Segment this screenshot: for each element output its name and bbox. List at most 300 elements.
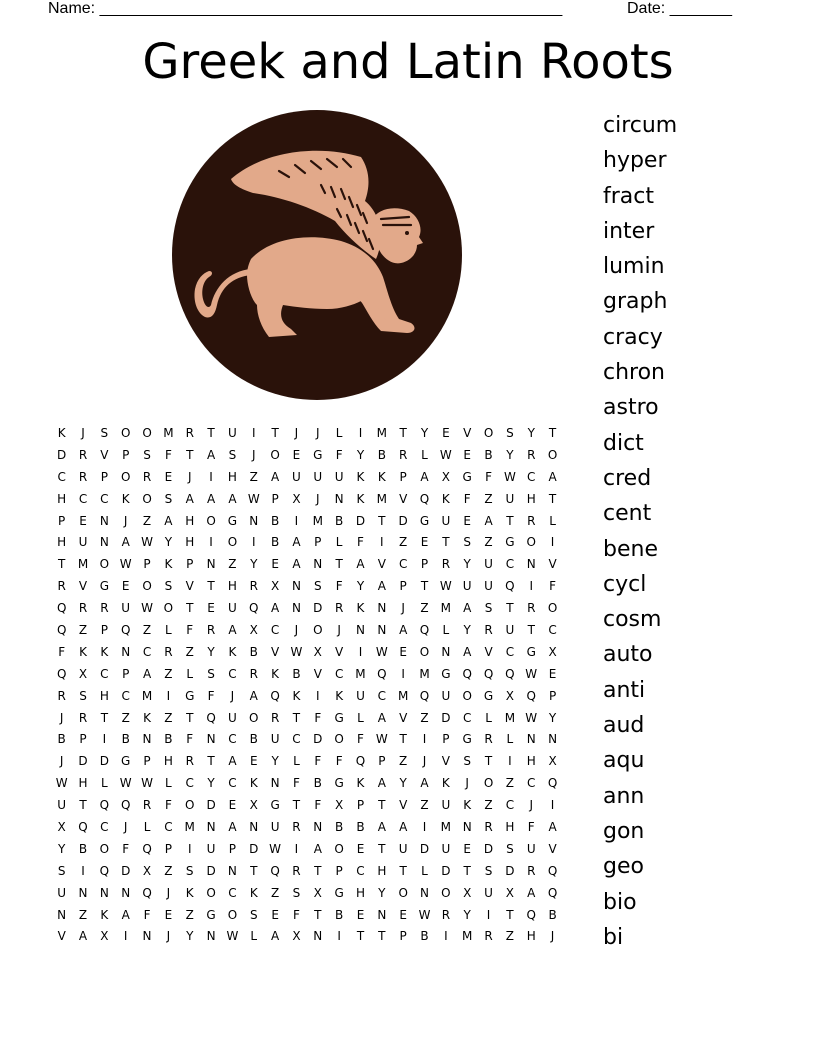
grid-letter: U: [441, 798, 451, 813]
grid-letter: Q: [142, 885, 152, 900]
grid-letter: F: [335, 754, 343, 769]
grid-letter: M: [397, 688, 409, 703]
grid-letter: O: [249, 710, 259, 725]
grid-letter: N: [249, 513, 259, 528]
grid-letter: R: [399, 447, 408, 462]
grid-letter: F: [293, 776, 300, 791]
grid-letter: A: [206, 447, 216, 462]
grid-letter: C: [505, 798, 515, 813]
grid-letter: N: [57, 907, 67, 922]
grid-row: [51, 860, 563, 882]
grid-row: [51, 619, 563, 641]
grid-letter: O: [142, 579, 152, 594]
grid-letter: W: [503, 469, 516, 484]
grid-letter: T: [314, 907, 322, 922]
grid-letter: M: [184, 819, 195, 834]
grid-letter: J: [529, 798, 533, 813]
grid-letter: Z: [420, 798, 429, 813]
grid-letter: A: [271, 601, 280, 616]
grid-letter: C: [292, 732, 301, 747]
word-list-item: cracy: [603, 324, 663, 350]
grid-letter: Y: [250, 557, 258, 572]
grid-letter: K: [100, 907, 109, 922]
grid-letter: O: [142, 425, 152, 440]
grid-letter: W: [141, 535, 153, 550]
grid-letter: X: [292, 929, 301, 944]
grid-letter: R: [185, 754, 194, 769]
grid-letter: Z: [484, 535, 493, 550]
grid-letter: N: [291, 579, 301, 594]
grid-letter: K: [356, 469, 365, 484]
grid-letter: U: [441, 688, 451, 703]
grid-letter: E: [271, 557, 279, 572]
grid-letter: D: [313, 601, 323, 616]
grid-letter: N: [462, 819, 472, 834]
grid-row: [51, 882, 563, 904]
grid-letter: G: [121, 754, 131, 769]
grid-letter: T: [314, 863, 322, 878]
grid-letter: P: [122, 447, 130, 462]
grid-letter: O: [313, 622, 323, 637]
grid-letter: K: [249, 885, 258, 900]
grid-letter: P: [442, 732, 450, 747]
grid-letter: I: [337, 929, 341, 944]
grid-letter: R: [249, 579, 258, 594]
grid-letter: S: [228, 447, 237, 462]
grid-letter: Z: [142, 622, 152, 637]
grid-row: [51, 925, 563, 947]
grid-letter: T: [378, 841, 386, 856]
grid-letter: L: [485, 710, 492, 725]
grid-letter: C: [527, 469, 536, 484]
grid-letter: Q: [419, 491, 430, 506]
grid-letter: A: [121, 907, 130, 922]
word-list-item: fract: [603, 183, 654, 209]
grid-letter: A: [271, 929, 280, 944]
grid-letter: E: [399, 644, 407, 659]
word-list-item: aud: [603, 713, 645, 739]
grid-letter: E: [164, 907, 173, 922]
grid-letter: Q: [99, 798, 110, 813]
grid-letter: T: [186, 447, 194, 462]
grid-letter: O: [483, 425, 494, 440]
grid-letter: S: [79, 688, 87, 703]
grid-row: [51, 553, 563, 575]
grid-letter: L: [165, 776, 172, 791]
grid-letter: J: [187, 469, 192, 484]
grid-letter: P: [100, 469, 108, 484]
grid-letter: A: [78, 929, 88, 944]
grid-letter: B: [335, 907, 344, 922]
word-list-item: cred: [603, 465, 652, 491]
word-list: [603, 112, 677, 959]
grid-letter: T: [399, 863, 407, 878]
grid-letter: U: [356, 688, 365, 703]
grid-letter: B: [292, 666, 301, 681]
grid-letter: R: [270, 710, 280, 725]
grid-letter: B: [420, 929, 429, 944]
grid-letter: T: [207, 754, 215, 769]
grid-letter: F: [58, 644, 66, 659]
grid-letter: J: [294, 425, 299, 440]
grid-letter: O: [206, 513, 216, 528]
grid-letter: U: [292, 469, 301, 484]
grid-letter: Z: [484, 798, 493, 813]
grid-letter: Q: [120, 622, 131, 637]
grid-letter: T: [335, 557, 343, 572]
grid-letter: G: [313, 447, 323, 462]
grid-letter: H: [526, 491, 536, 506]
grid-letter: U: [484, 885, 493, 900]
grid-letter: F: [122, 841, 130, 856]
grid-letter: S: [484, 601, 493, 616]
grid-letter: P: [100, 622, 108, 637]
grid-letter: C: [377, 688, 387, 703]
grid-letter: J: [294, 622, 299, 637]
grid-letter: O: [142, 491, 152, 506]
grid-letter: D: [398, 513, 408, 528]
grid-letter: N: [334, 491, 344, 506]
grid-letter: A: [377, 579, 386, 594]
grid-letter: N: [227, 863, 237, 878]
grid-letter: Q: [462, 666, 472, 681]
grid-letter: S: [463, 754, 472, 769]
grid-letter: O: [120, 469, 131, 484]
grid-letter: X: [505, 688, 514, 703]
grid-letter: S: [313, 579, 322, 594]
word-list-item: bio: [603, 889, 637, 915]
grid-letter: S: [506, 425, 514, 440]
grid-letter: H: [163, 754, 173, 769]
grid-letter: X: [292, 491, 301, 506]
grid-letter: R: [292, 819, 301, 834]
word-list-item: cosm: [603, 607, 662, 633]
grid-letter: G: [462, 732, 472, 747]
grid-letter: P: [399, 929, 407, 944]
grid-letter: U: [270, 732, 280, 747]
grid-letter: U: [121, 601, 131, 616]
grid-letter: X: [463, 885, 472, 900]
grid-letter: V: [78, 579, 88, 594]
grid-letter: F: [357, 535, 364, 550]
grid-letter: F: [314, 710, 322, 725]
grid-letter: N: [441, 644, 451, 659]
grid-letter: V: [399, 491, 408, 506]
grid-letter: G: [462, 469, 472, 484]
word-list-item: bene: [603, 536, 658, 562]
grid-letter: P: [228, 841, 237, 856]
grid-letter: Z: [164, 863, 173, 878]
grid-letter: I: [380, 535, 384, 550]
grid-letter: Z: [142, 513, 152, 528]
grid-letter: P: [314, 535, 322, 550]
grid-row: [51, 466, 563, 488]
grid-letter: N: [270, 776, 280, 791]
grid-letter: N: [355, 622, 365, 637]
grid-letter: R: [164, 644, 173, 659]
grid-letter: K: [164, 557, 173, 572]
grid-letter: A: [463, 601, 472, 616]
grid-letter: C: [142, 644, 152, 659]
grid-letter: H: [526, 754, 536, 769]
grid-letter: A: [356, 557, 365, 572]
grid-letter: X: [313, 885, 322, 900]
grid-letter: N: [206, 557, 216, 572]
grid-letter: B: [249, 644, 258, 659]
grid-letter: E: [548, 666, 557, 681]
word-list-item: dict: [603, 430, 644, 456]
grid-letter: H: [227, 469, 237, 484]
grid-letter: Q: [419, 688, 430, 703]
grid-row: [51, 904, 563, 926]
grid-letter: W: [525, 710, 538, 725]
grid-letter: N: [206, 732, 216, 747]
grid-letter: U: [78, 535, 88, 550]
grid-letter: G: [419, 513, 430, 528]
grid-letter: Z: [505, 929, 514, 944]
grid-letter: Y: [420, 425, 429, 440]
grid-letter: Q: [505, 666, 515, 681]
grid-letter: Q: [56, 666, 67, 681]
grid-letter: C: [505, 644, 515, 659]
grid-letter: B: [78, 841, 88, 856]
grid-letter: Y: [463, 622, 471, 637]
grid-letter: X: [313, 644, 322, 659]
grid-letter: A: [206, 491, 216, 506]
grid-letter: N: [313, 819, 323, 834]
grid-letter: W: [247, 491, 260, 506]
grid-letter: Y: [378, 885, 386, 900]
grid-letter: C: [100, 819, 109, 834]
grid-letter: L: [143, 819, 151, 834]
grid-letter: J: [81, 425, 85, 440]
grid-letter: K: [143, 710, 151, 725]
grid-letter: I: [209, 469, 213, 484]
grid-letter: V: [548, 841, 557, 856]
grid-letter: P: [79, 732, 87, 747]
grid-letter: U: [505, 491, 515, 506]
grid-letter: R: [527, 513, 536, 528]
grid-letter: T: [250, 863, 258, 878]
grid-letter: R: [142, 469, 152, 484]
grid-letter: R: [484, 929, 493, 944]
grid-letter: Q: [99, 863, 110, 878]
grid-letter: Q: [547, 863, 558, 878]
grid-letter: S: [292, 885, 301, 900]
grid-letter: G: [185, 688, 195, 703]
grid-letter: T: [186, 601, 194, 616]
grid-letter: V: [57, 929, 66, 944]
grid-letter: J: [166, 885, 171, 900]
grid-letter: G: [99, 579, 110, 594]
grid-letter: N: [313, 557, 323, 572]
word-list-item: auto: [603, 642, 653, 668]
grid-letter: R: [441, 557, 451, 572]
grid-letter: A: [377, 819, 386, 834]
grid-letter: O: [99, 841, 110, 856]
grid-letter: W: [375, 644, 388, 659]
grid-letter: G: [441, 666, 451, 681]
grid-letter: A: [164, 513, 173, 528]
grid-letter: O: [462, 688, 472, 703]
grid-letter: K: [377, 469, 386, 484]
grid-letter: R: [484, 622, 493, 637]
grid-letter: Y: [207, 644, 215, 659]
grid-letter: Y: [463, 907, 471, 922]
grid-letter: M: [376, 491, 387, 506]
grid-letter: N: [526, 557, 536, 572]
grid-letter: A: [142, 666, 152, 681]
grid-letter: X: [335, 798, 344, 813]
grid-letter: S: [100, 425, 109, 440]
grid-letter: L: [101, 776, 108, 791]
grid-letter: J: [337, 622, 341, 637]
grid-letter: F: [186, 622, 194, 637]
grid-letter: G: [206, 907, 216, 922]
grid-letter: O: [270, 447, 280, 462]
grid-letter: W: [290, 644, 303, 659]
grid-letter: I: [209, 535, 213, 550]
grid-letter: G: [334, 776, 344, 791]
grid-letter: X: [441, 469, 450, 484]
grid-letter: S: [249, 907, 258, 922]
grid-letter: C: [270, 622, 280, 637]
grid-letter: T: [506, 907, 514, 922]
word-list-item: inter: [603, 218, 655, 244]
grid-letter: H: [355, 885, 365, 900]
grid-letter: A: [121, 535, 130, 550]
grid-letter: O: [185, 798, 195, 813]
grid-row: [51, 816, 563, 838]
grid-letter: U: [462, 579, 472, 594]
grid-letter: X: [548, 754, 557, 769]
grid-letter: R: [527, 601, 536, 616]
grid-letter: R: [527, 447, 536, 462]
grid-letter: H: [185, 535, 195, 550]
grid-letter: Z: [78, 622, 88, 637]
grid-letter: H: [57, 491, 67, 506]
grid-letter: C: [505, 557, 515, 572]
grid-letter: N: [99, 535, 109, 550]
grid-letter: N: [99, 513, 109, 528]
grid-letter: T: [463, 863, 471, 878]
grid-letter: T: [506, 513, 514, 528]
grid-letter: N: [526, 732, 536, 747]
grid-letter: E: [463, 447, 471, 462]
grid-letter: V: [377, 557, 386, 572]
grid-letter: Q: [142, 841, 152, 856]
grid-letter: K: [228, 644, 237, 659]
grid-letter: C: [548, 622, 557, 637]
grid-letter: G: [270, 798, 280, 813]
grid-letter: X: [548, 644, 557, 659]
grid-letter: Y: [527, 425, 535, 440]
grid-letter: X: [78, 666, 88, 681]
grid-letter: F: [314, 798, 322, 813]
grid-letter: I: [81, 863, 85, 878]
grid-row: [51, 838, 563, 860]
grid-letter: A: [313, 841, 322, 856]
grid-letter: N: [78, 885, 88, 900]
page-title: Greek and Latin Roots: [142, 34, 674, 90]
grid-letter: O: [120, 425, 131, 440]
grid-letter: P: [58, 513, 66, 528]
grid-letter: R: [57, 579, 66, 594]
grid-letter: T: [292, 798, 301, 813]
grid-letter: T: [292, 710, 301, 725]
grid-letter: F: [143, 907, 151, 922]
grid-letter: H: [377, 863, 387, 878]
grid-letter: D: [78, 754, 88, 769]
grid-letter: Z: [185, 644, 194, 659]
grid-letter: R: [100, 601, 109, 616]
grid-letter: Q: [270, 863, 280, 878]
grid-letter: I: [294, 513, 299, 528]
grid-letter: I: [529, 579, 533, 594]
grid-letter: Z: [164, 666, 173, 681]
word-search-grid: [51, 422, 563, 947]
grid-letter: T: [399, 425, 407, 440]
grid-letter: P: [271, 491, 279, 506]
grid-letter: S: [164, 579, 173, 594]
grid-letter: M: [77, 557, 89, 572]
grid-letter: T: [378, 929, 386, 944]
grid-letter: Y: [207, 776, 215, 791]
grid-letter: N: [377, 622, 387, 637]
grid-letter: Y: [506, 447, 514, 462]
grid-letter: V: [484, 644, 493, 659]
grid-letter: Z: [228, 557, 237, 572]
grid-letter: J: [422, 754, 427, 769]
grid-letter: B: [356, 819, 365, 834]
grid-letter: G: [334, 885, 344, 900]
grid-letter: A: [271, 469, 280, 484]
grid-row: [51, 685, 563, 707]
grid-letter: B: [548, 907, 557, 922]
grid-letter: Q: [377, 666, 387, 681]
grid-letter: I: [444, 929, 448, 944]
grid-letter: C: [228, 885, 237, 900]
grid-letter: N: [377, 907, 387, 922]
grid-letter: W: [525, 666, 538, 681]
grid-letter: Z: [249, 469, 258, 484]
grid-letter: J: [316, 425, 320, 440]
grid-letter: C: [100, 491, 109, 506]
grid-letter: Z: [420, 710, 429, 725]
word-list-item: lumin: [603, 254, 665, 280]
grid-letter: I: [251, 535, 256, 550]
grid-letter: B: [57, 732, 66, 747]
grid-letter: C: [356, 863, 365, 878]
grid-letter: E: [249, 754, 258, 769]
grid-letter: I: [102, 732, 107, 747]
grid-letter: W: [439, 447, 452, 462]
grid-letter: Q: [78, 819, 88, 834]
grid-letter: J: [465, 776, 469, 791]
grid-letter: O: [483, 776, 494, 791]
grid-letter: I: [550, 535, 555, 550]
grid-letter: R: [249, 666, 258, 681]
grid-letter: X: [270, 579, 280, 594]
grid-letter: P: [143, 754, 151, 769]
grid-letter: K: [441, 491, 450, 506]
grid-letter: Y: [164, 535, 173, 550]
grid-letter: T: [506, 601, 514, 616]
grid-letter: T: [378, 513, 386, 528]
grid-letter: I: [316, 688, 320, 703]
grid-letter: O: [206, 885, 216, 900]
grid-letter: K: [271, 666, 280, 681]
